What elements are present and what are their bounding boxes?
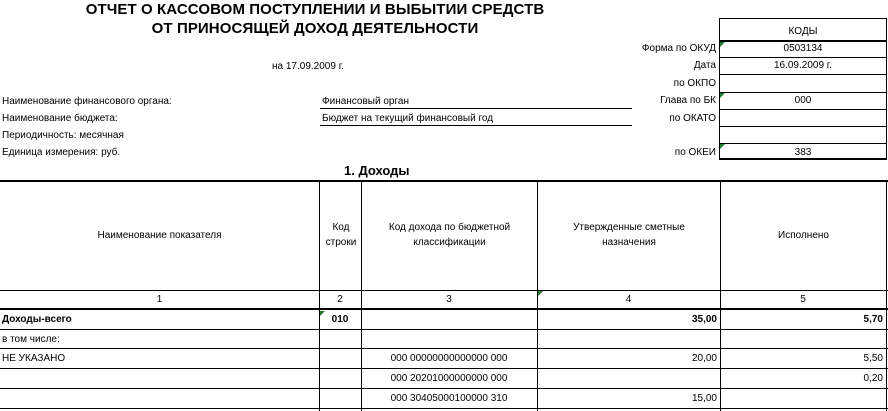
okei-value: 383 (794, 147, 812, 158)
budget-label: Наименование бюджета: (2, 113, 118, 124)
row-executed: 5,70 (863, 314, 883, 325)
report-title-line1: ОТЧЕТ О КАССОВОМ ПОСТУПЛЕНИИ И ВЫБЫТИИ СРЕДСТВ (85, 1, 545, 18)
fin-org-underline (320, 108, 632, 109)
section-title: 1. Доходы (344, 163, 410, 178)
periodicity: Периодичность: месячная (2, 130, 124, 141)
codes-header: КОДЫ (788, 26, 818, 37)
fin-org-value: Финансовый орган (322, 96, 409, 107)
row-income-code: 000 30405000100000 310 (390, 393, 508, 404)
row-executed: 5,50 (863, 353, 883, 364)
row-income-code: 000 20201000000000 000 (390, 373, 508, 384)
budget-value: Бюджет на текущий финансовый год (322, 113, 494, 124)
col-header-executed: Исполнено (778, 230, 829, 241)
row-approved: 15,00 (691, 393, 717, 404)
col-number: 5 (800, 294, 806, 305)
report-title-line2: ОТ ПРИНОСЯЩЕЙ ДОХОД ДЕЯТЕЛЬНОСТИ (151, 20, 479, 37)
row-executed: 0,20 (863, 373, 883, 384)
col-number: 3 (446, 294, 452, 305)
row-name: в том числе: (2, 334, 60, 345)
okud-value: 0503134 (783, 43, 823, 54)
report-date: на 17.09.2009 г. (272, 61, 344, 72)
okud-label: Форма по ОКУД (641, 43, 716, 54)
budget-underline (320, 125, 632, 126)
col-number: 2 (337, 294, 343, 305)
col-header-income-code: Код дохода по бюджетной классификации (388, 222, 511, 248)
col-number: 4 (625, 294, 632, 305)
date-value: 16.09.2009 г. (773, 60, 833, 71)
row-approved: 20,00 (691, 353, 717, 364)
bk-value: 000 (794, 95, 812, 106)
row-name: Доходы-всего (2, 314, 72, 325)
row-line-code: 010 (331, 314, 349, 325)
col-number: 1 (156, 294, 163, 305)
date-label: Дата (693, 60, 716, 71)
unit: Единица измерения: руб. (2, 147, 121, 158)
col-header-approved: Утвержденные сметные назначения (573, 222, 685, 248)
row-approved: 35,00 (691, 314, 717, 325)
okato-label: по ОКАТО (669, 113, 716, 124)
bk-label: Глава по БК (660, 95, 716, 106)
row-name: НЕ УКАЗАНО (2, 353, 66, 364)
col-header-name: Наименование показателя (97, 230, 222, 241)
okpo-label: по ОКПО (673, 78, 716, 89)
row-income-code: 000 00000000000000 000 (390, 353, 508, 364)
okei-label: по ОКЕИ (674, 147, 716, 158)
fin-org-label: Наименование финансового органа: (2, 96, 172, 107)
col-header-line-code: Код строки (325, 222, 357, 248)
